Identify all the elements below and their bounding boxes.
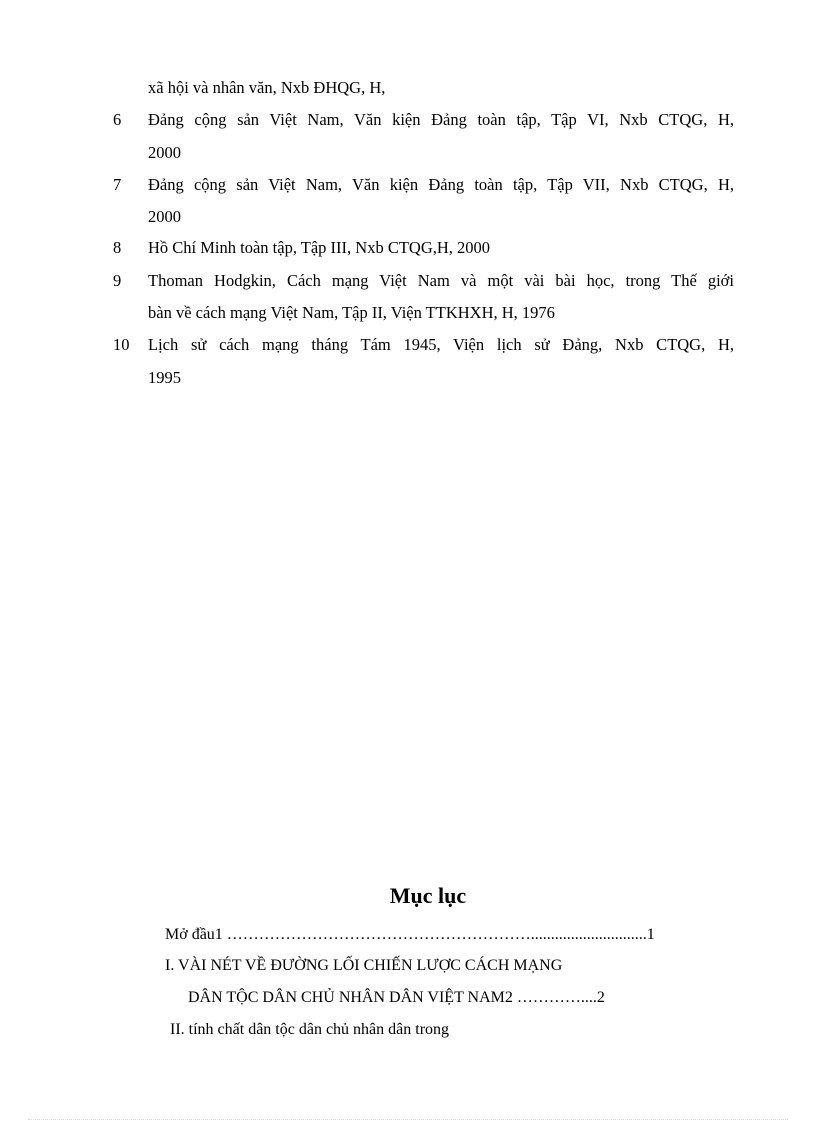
- reference-number: 10: [113, 335, 130, 354]
- reference-number: 8: [113, 238, 122, 257]
- reference-text: Hồ Chí Minh toàn tập, Tập III, Nxb CTQG,H, 2000: [148, 238, 491, 257]
- reference-text: Đảng cộng sản Việt Nam, Văn kiện Đảng toàn tập, Tập VII, Nxb CTQG, H,: [148, 175, 734, 194]
- reference-text-cont: bàn về cách mạng Việt Nam, Tập II, Viện TTKHXH, H, 1976: [148, 303, 555, 322]
- toc-entry-section-2[interactable]: II. tính chất dân tộc dân chủ nhân dân trong: [170, 1021, 450, 1038]
- reference-number: 7: [113, 175, 122, 194]
- reference-text: Thoman Hodgkin, Cách mạng Việt Nam và một vài bài học, trong Thế giới: [148, 271, 734, 290]
- toc-entry-section-1-cont[interactable]: DÂN TỘC DÂN CHỦ NHÂN DÂN VIỆT NAM2 …………....2: [188, 989, 605, 1006]
- reference-text: Lịch sử cách mạng tháng Tám 1945, Viện lịch sử Đảng, Nxb CTQG, H,: [148, 335, 734, 354]
- reference-continuation: xã hội và nhân văn, Nxb ĐHQG, H,: [148, 78, 386, 97]
- reference-number: 9: [113, 271, 122, 290]
- reference-number: 6: [113, 110, 122, 129]
- toc-entry-intro[interactable]: Mở đầu1 ………………………………………………….............................1: [165, 926, 655, 943]
- reference-text-cont: 2000: [148, 143, 181, 162]
- toc-entry-section-1[interactable]: I. VÀI NÉT VỀ ĐƯỜNG LỐI CHIẾN LƯỢC CÁCH MẠNG: [165, 957, 563, 974]
- reference-text-cont: 2000: [148, 207, 181, 226]
- toc-title: Mục lục: [389, 883, 467, 908]
- page-bottom-rule: [28, 1119, 788, 1120]
- reference-text-cont: 1995: [148, 368, 181, 387]
- reference-text: Đảng cộng sản Việt Nam, Văn kiện Đảng toàn tập, Tập VI, Nxb CTQG, H,: [148, 110, 734, 129]
